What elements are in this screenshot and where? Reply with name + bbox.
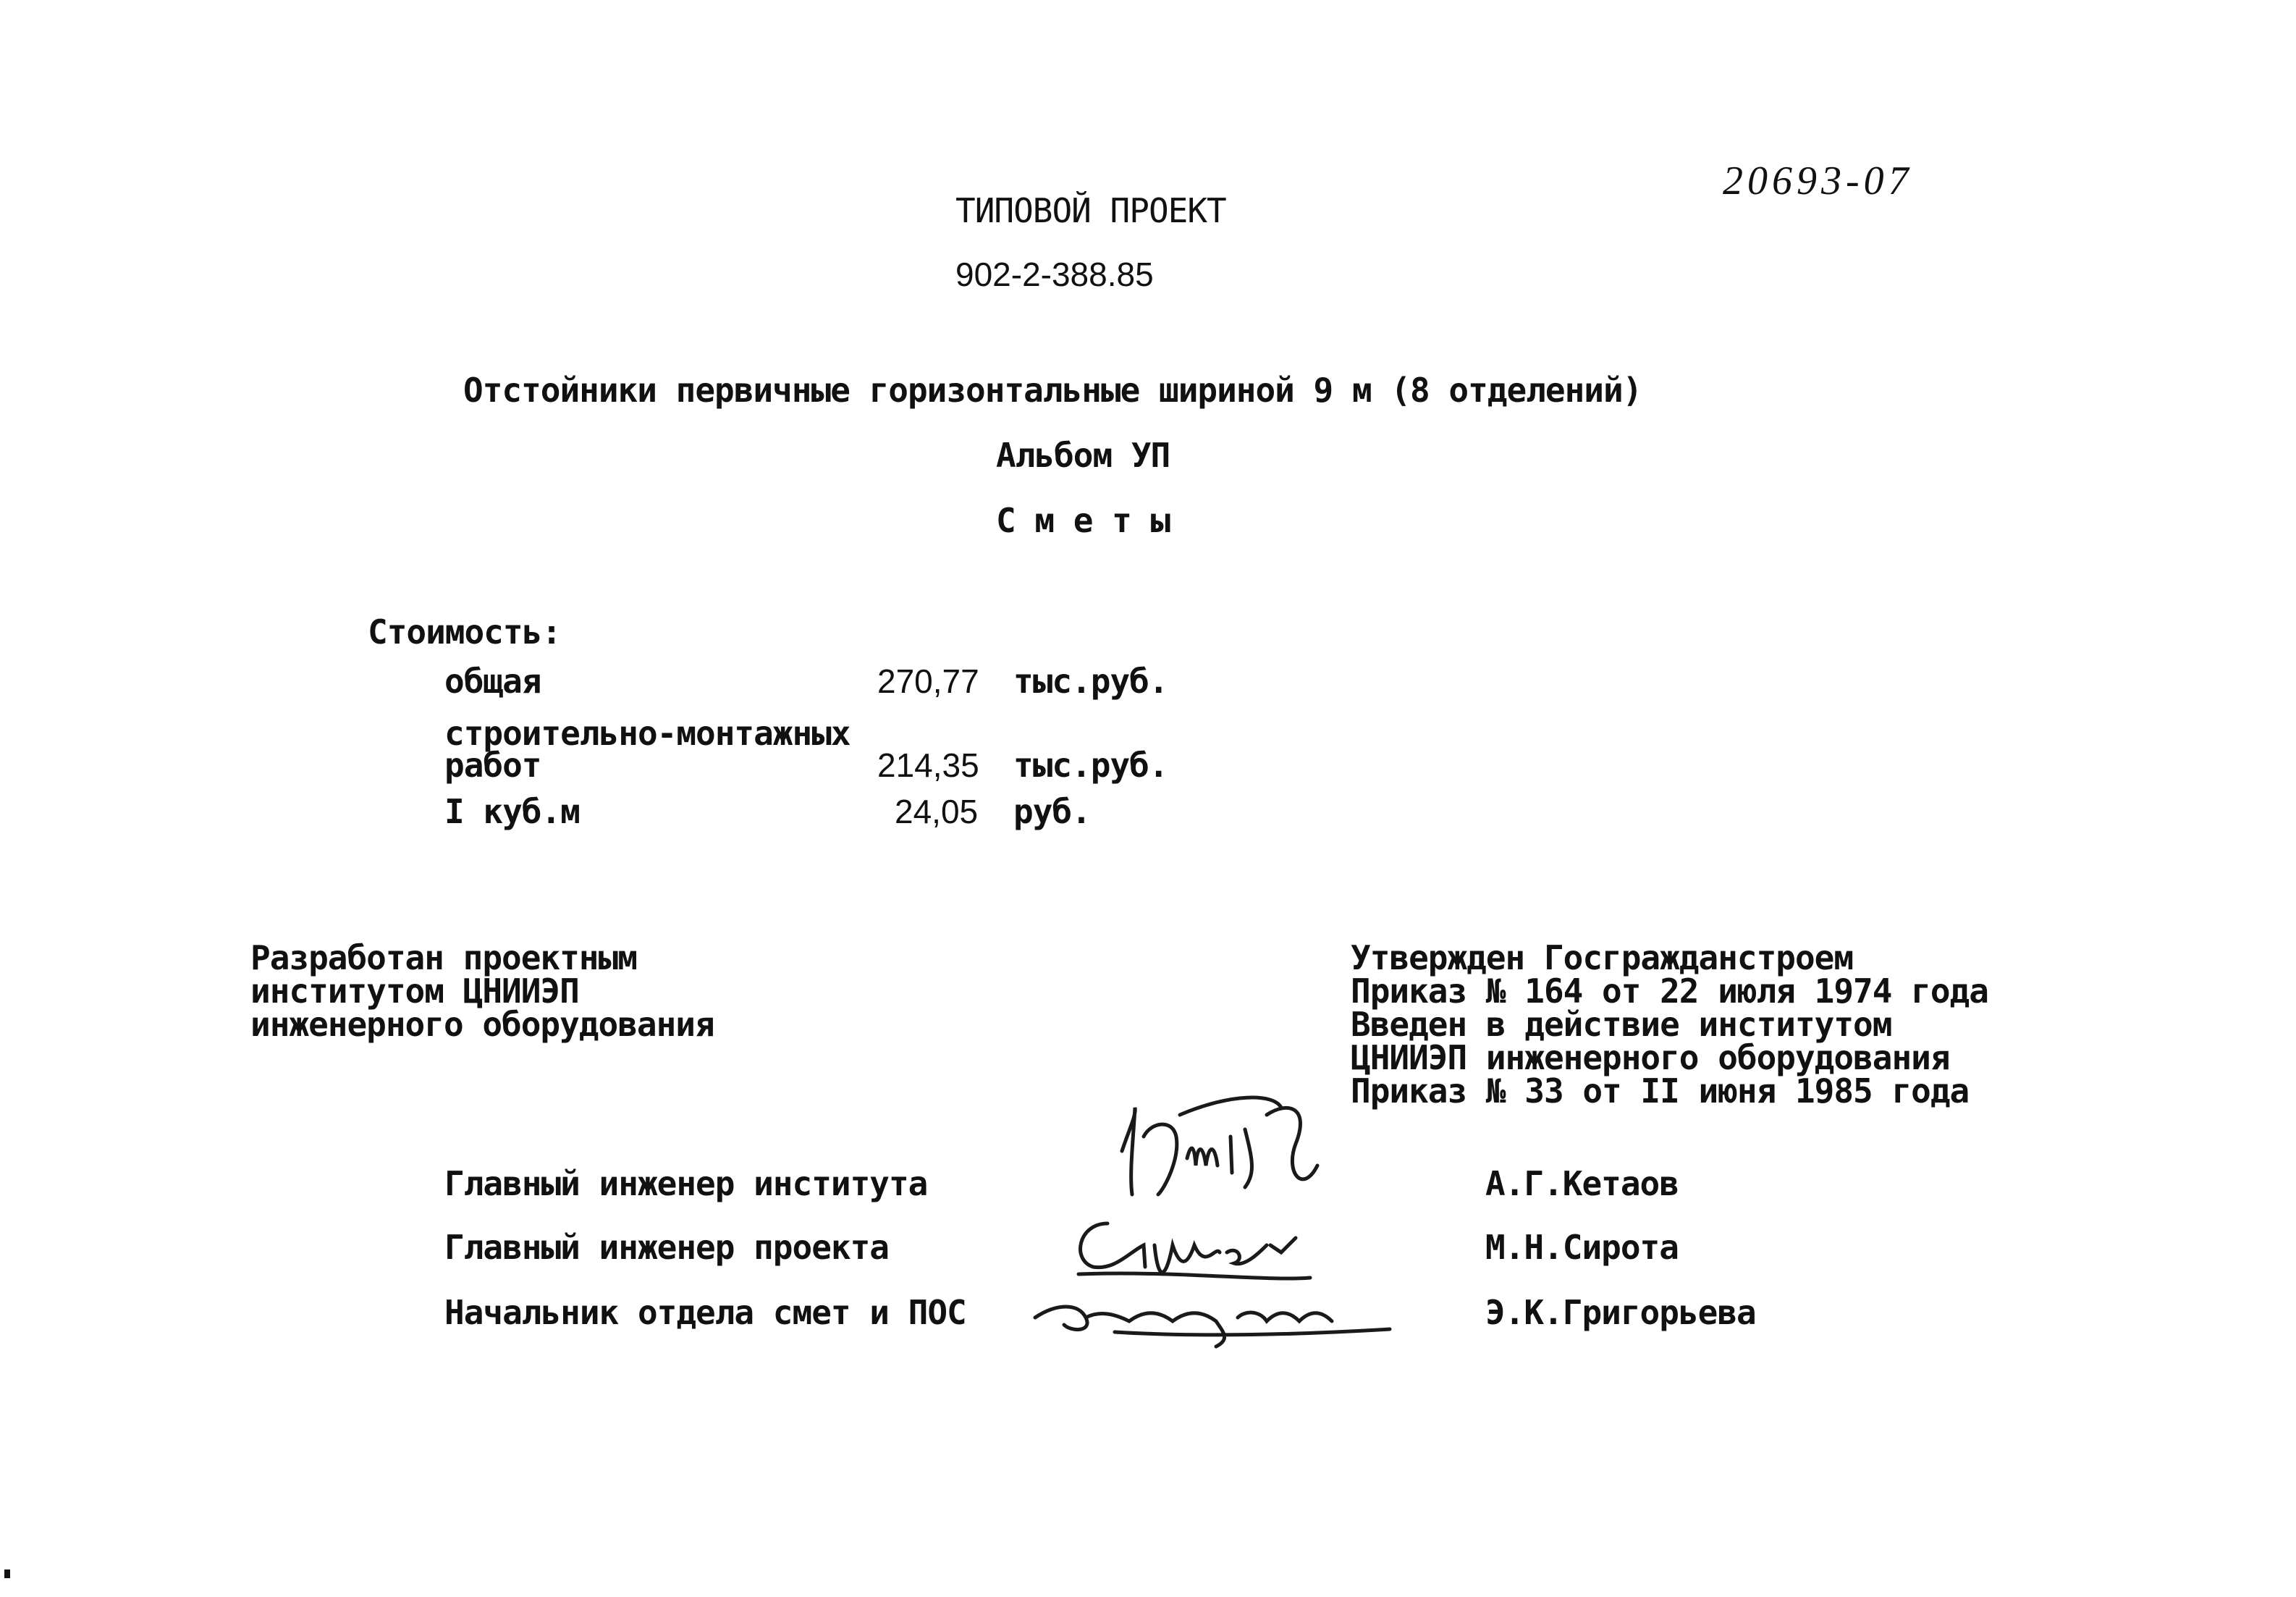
signatory-position: Главный инженер института — [444, 1164, 928, 1203]
cost-per-m3-unit: руб. — [1013, 792, 1091, 831]
signatory-position: Главный инженер проекта — [444, 1228, 889, 1267]
approval-line: Введен в действие институтом — [1351, 1005, 1892, 1044]
cost-construction-label-line2: работ — [444, 746, 541, 785]
signatory-name: Э.К.Григорьева — [1485, 1293, 1756, 1332]
scan-mark — [4, 1569, 10, 1578]
signatory-name: М.Н.Сирота — [1485, 1228, 1679, 1267]
project-subject: Отстойники первичные горизонтальные шириной 9 м (8 отделений) — [463, 371, 1642, 410]
cost-heading: Стоимость: — [368, 612, 561, 652]
album-label: Альбом УП — [996, 436, 1170, 475]
signatory-name: А.Г.Кетаов — [1485, 1164, 1679, 1203]
cost-total-value: 270,77 — [877, 662, 979, 700]
project-type: ТИПОВОЙ ПРОЕКТ — [955, 191, 1226, 230]
developer-line: инженерного оборудования — [250, 1005, 714, 1044]
signatory-position: Начальник отдела смет и ПОС — [444, 1293, 966, 1332]
inventory-number: 20693-07 — [1723, 159, 1913, 203]
approval-line: ЦНИИЭП инженерного оборудования — [1351, 1038, 1950, 1077]
section-title: С м е т ы — [996, 501, 1170, 540]
approval-line: Приказ № 164 от 22 июля 1974 года — [1351, 972, 1988, 1011]
approval-line: Утвержден Госгражданстроем — [1351, 938, 1854, 977]
signature-ketaov — [1100, 1086, 1346, 1216]
cost-total-label: общая — [444, 662, 541, 701]
cost-construction-value: 214,35 — [877, 746, 979, 784]
signature-grigoryeva — [1028, 1281, 1404, 1361]
cost-total-unit: тыс.руб. — [1013, 662, 1168, 701]
developer-line: Разработан проектным — [250, 938, 637, 977]
signature-sirota — [1064, 1202, 1325, 1289]
developer-line: институтом ЦНИИЭП — [250, 972, 579, 1011]
project-code: 902-2-388.85 — [955, 256, 1154, 293]
cost-per-m3-value: 24,05 — [895, 793, 979, 830]
cost-construction-label-line1: строительно-монтажных — [444, 714, 851, 753]
cost-construction-unit: тыс.руб. — [1013, 746, 1168, 785]
approval-line: Приказ № 33 от II июня 1985 года — [1351, 1071, 1970, 1111]
cost-per-m3-label: I куб.м — [444, 792, 580, 831]
